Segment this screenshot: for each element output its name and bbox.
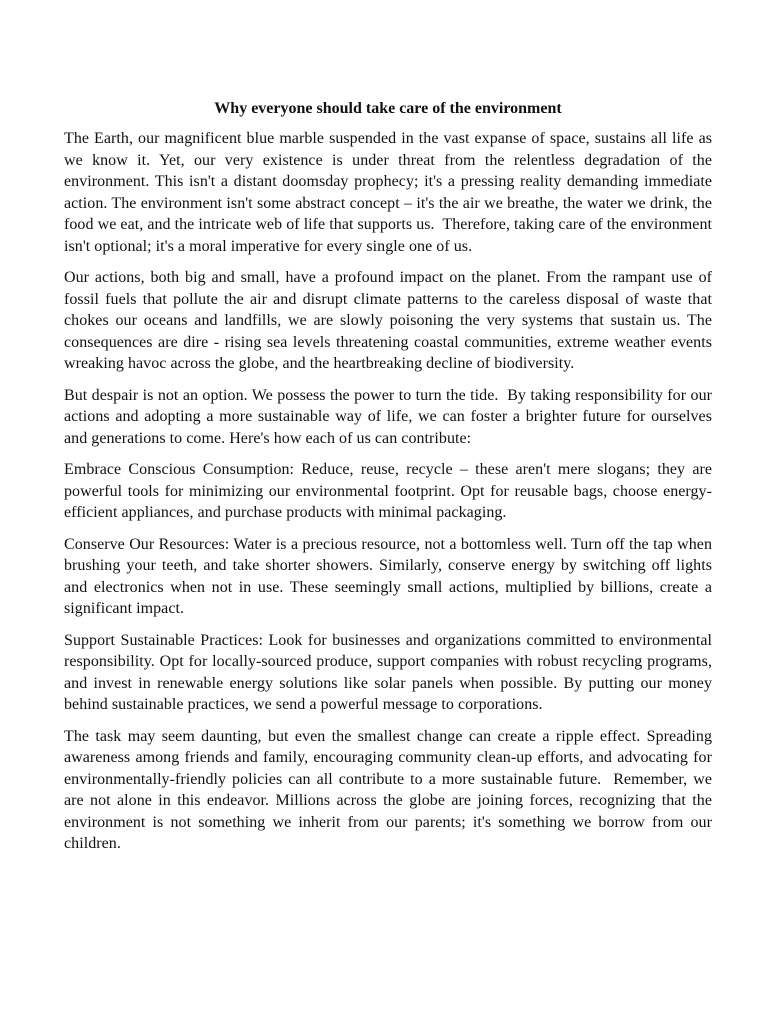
paragraph-conserve-resources: Conserve Our Resources: Water is a precious resource, not a bottomless well. Turn off the tap when brushing your teeth, and take shorter showers. Similarly, conserve energy by switching off lights and electronics when not in use. These seemingly small actions, multiplied by billions, create a significant impact.: [64, 535, 717, 617]
paragraph-conscious-consumption: Embrace Conscious Consumption: Reduce, reuse, recycle – these aren't mere slogans; they are powerful tools for minimizing our environmental footprint. Opt for reusable bags, choose energy-efficient appliances, and purchase products with minimal packaging.: [64, 461, 717, 521]
paragraph-conclusion: The task may seem daunting, but even the smallest change can create a ripple effect. Spreading awareness among friends and family, encouraging community clean-up efforts, and advocating for environmentally-friendly policies can all contribute to a more sustainable future. Remember, we are not alone in this endeavor. Millions across the globe are joining forces, recognizing that the environment is not something we inherit from our parents; it's something we borrow from our children.: [64, 727, 717, 852]
paragraph-impact: Our actions, both big and small, have a profound impact on the planet. From the rampant use of fossil fuels that pollute the air and disrupt climate patterns to the careless disposal of waste that chokes our oceans and landfills, we are slowly poisoning the very systems that sustain us. The consequences are dire - rising sea levels threatening coastal communities, extreme weather events wreaking havoc across the globe, and the heartbreaking decline of biodiversity.: [64, 269, 717, 372]
page-title: Why everyone should take care of the environment: [214, 100, 562, 117]
document-page: [64, 96, 717, 865]
paragraph-introduction: The Earth, our magnificent blue marble suspended in the vast expanse of space, sustains all life as we know it. Yet, our very existence is under threat from the relentless degradation of the environment. This isn't a distant doomsday prophecy; it's a pressing reality demanding immediate action. The environment isn't some abstract concept – it's the air we breathe, the water we drink, the food we eat, and the intricate web of life that supports us. Therefore, taking care of the environment isn't optional; it's a moral imperative for every single one of us.: [64, 130, 717, 255]
paragraph-sustainable-practices: Support Sustainable Practices: Look for businesses and organizations committed to environmental responsibility. Opt for locally-sourced produce, support companies with robust recycling programs, and invest in renewable energy solutions like solar panels when possible. By putting our money behind sustainable practices, we send a powerful message to corporations.: [64, 631, 717, 713]
paragraph-call-to-action: But despair is not an option. We possess the power to turn the tide. By taking responsibility for our actions and adopting a more sustainable way of life, we can foster a brighter future for ourselves and generations to come. Here's how each of us can contribute:: [64, 386, 717, 447]
